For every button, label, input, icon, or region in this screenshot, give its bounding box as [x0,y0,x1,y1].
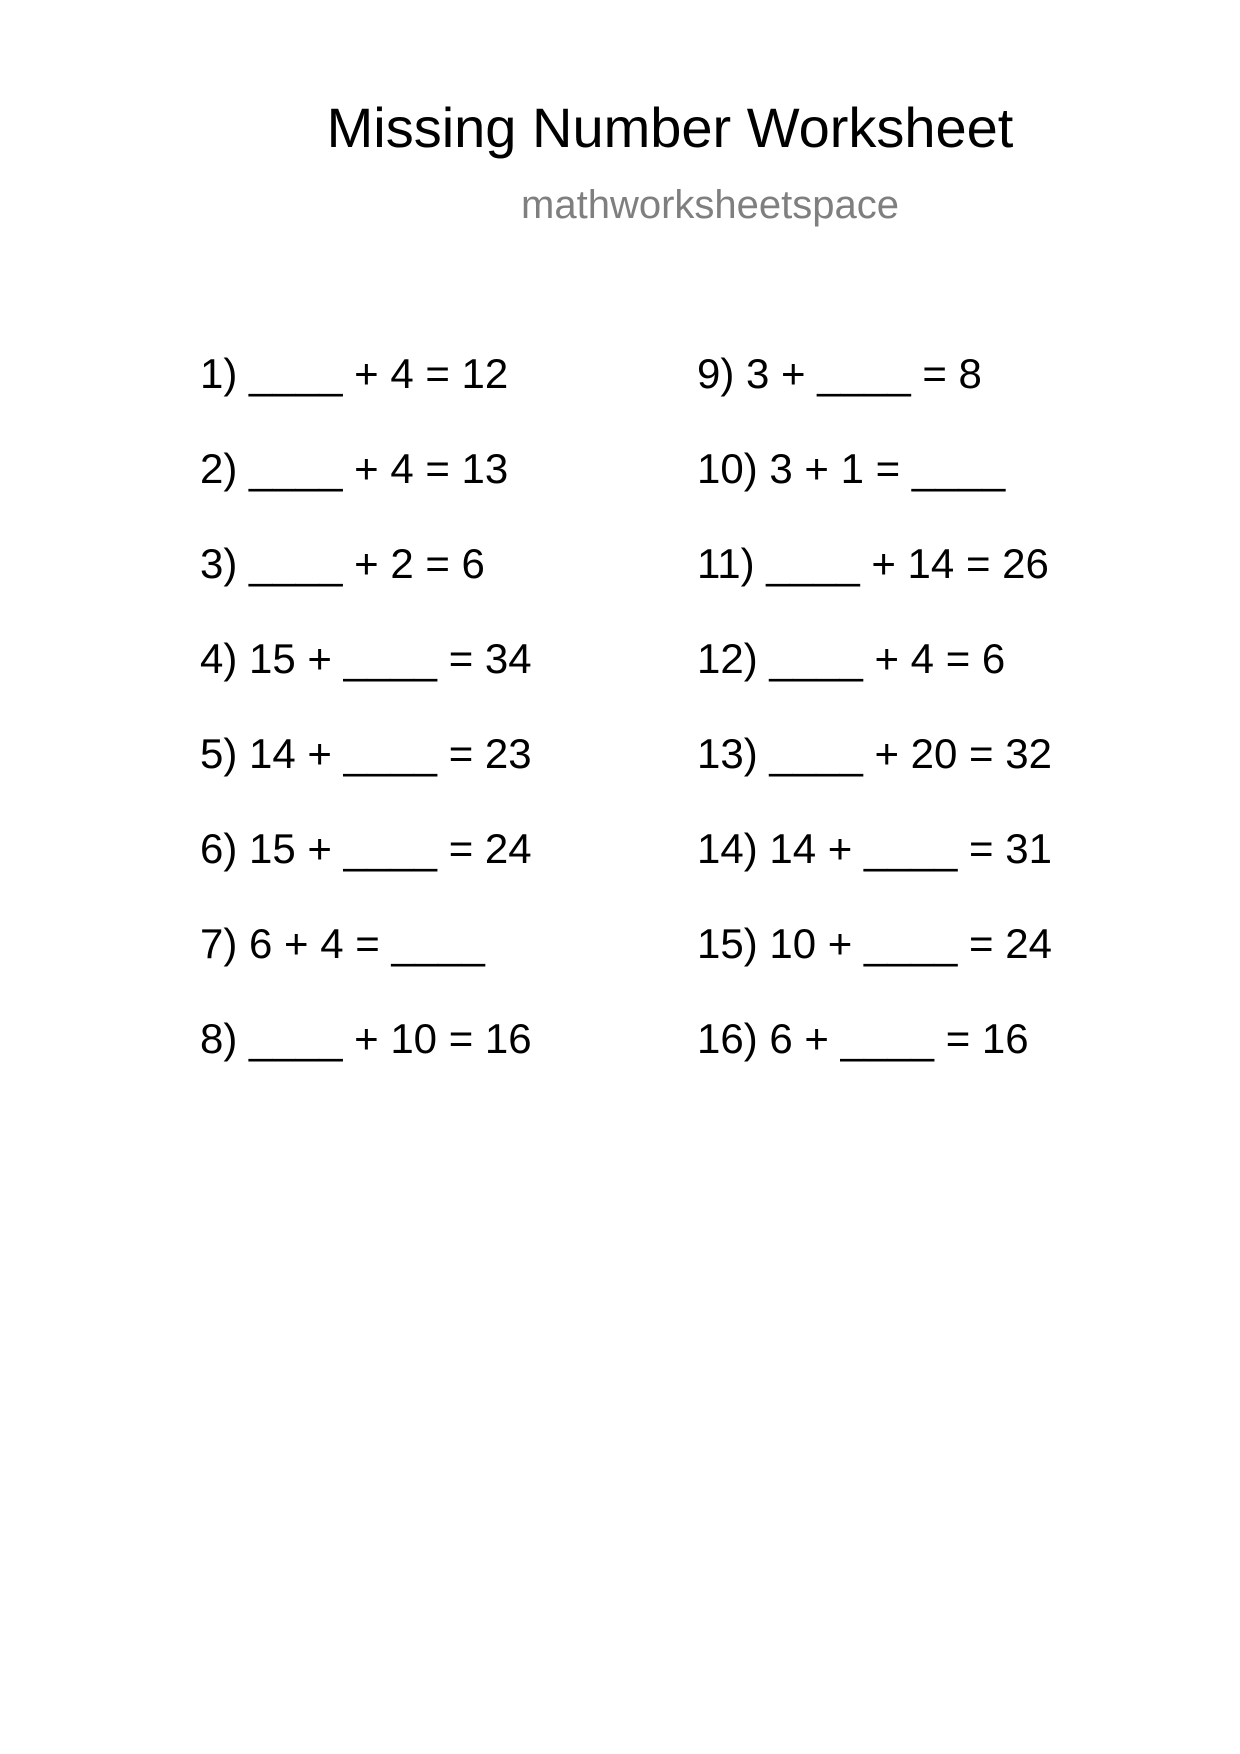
problem-8: 8) ____ + 10 = 16 [200,1015,532,1062]
problems-right-column [697,350,1052,1110]
problems-left-column [200,350,532,1110]
problem-15: 15) 10 + ____ = 24 [697,920,1052,967]
problem-14: 14) 14 + ____ = 31 [697,825,1052,872]
problem-11: 11) ____ + 14 = 26 [697,540,1049,587]
problem-6: 6) 15 + ____ = 24 [200,825,532,872]
problem-13: 13) ____ + 20 = 32 [697,730,1052,777]
problem-10: 10) 3 + 1 = ____ [697,445,1006,492]
problem-4: 4) 15 + ____ = 34 [200,635,532,682]
problem-3: 3) ____ + 2 = 6 [200,540,485,587]
problem-16: 16) 6 + ____ = 16 [697,1015,1029,1062]
problem-2: 2) ____ + 4 = 13 [200,445,509,492]
problem-5: 5) 14 + ____ = 23 [200,730,532,777]
worksheet-title: Missing Number Worksheet [326,96,1014,159]
problem-9: 9) 3 + ____ = 8 [697,350,982,397]
worksheet-source: mathworksheetspace [521,183,899,227]
problem-1: 1) ____ + 4 = 12 [200,350,509,397]
problem-12: 12) ____ + 4 = 6 [697,635,1006,682]
problem-7: 7) 6 + 4 = ____ [200,920,485,967]
